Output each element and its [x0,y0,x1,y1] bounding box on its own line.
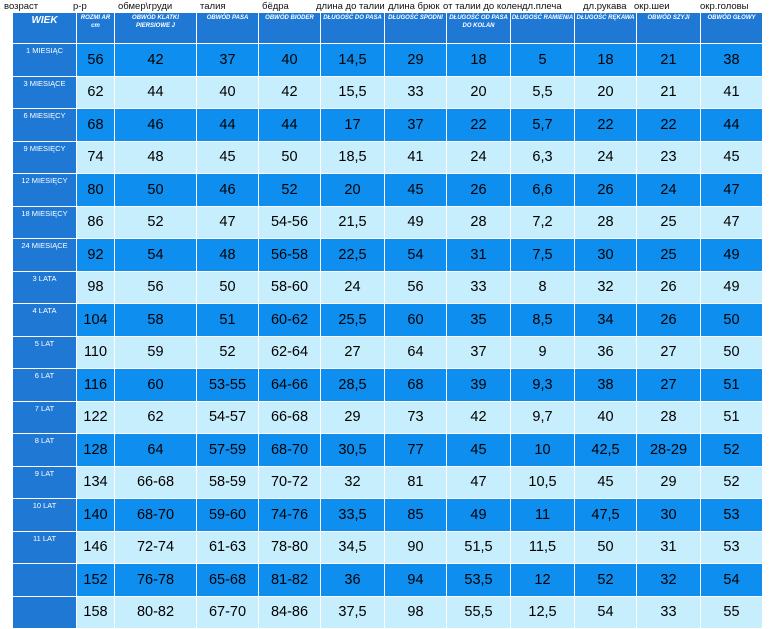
value-cell: 90 [385,532,447,565]
value-cell: 52 [115,207,197,240]
value-cell: 158 [77,597,115,629]
value-cell: 29 [385,44,447,77]
value-cell: 12,5 [511,597,575,629]
value-cell: 76-78 [115,564,197,597]
age-cell: 9 MIESIĘCY [13,142,77,175]
age-cell [13,564,77,597]
table-header [13,13,763,44]
value-cell: 80 [77,174,115,207]
value-cell: 68 [385,369,447,402]
value-cell: 10 [511,434,575,467]
value-cell: 52 [701,467,763,500]
value-cell: 64 [385,337,447,370]
age-cell: 8 LAT [13,434,77,467]
value-cell: 72-74 [115,532,197,565]
value-cell: 85 [385,499,447,532]
age-cell [13,597,77,629]
value-cell: 80-82 [115,597,197,629]
table-body [13,44,763,629]
value-cell: 15,5 [321,77,385,110]
age-cell: 6 MIESIĘCY [13,109,77,142]
value-cell: 47 [197,207,259,240]
value-cell: 47,5 [575,499,637,532]
value-cell: 48 [197,239,259,272]
value-cell: 55,5 [447,597,511,629]
size-chart-table [13,13,763,629]
table-row [13,174,763,207]
value-cell: 28-29 [637,434,701,467]
value-cell: 66-68 [259,402,321,435]
value-cell: 49 [385,207,447,240]
value-cell: 86 [77,207,115,240]
russian-header-label: окр.головы [700,0,749,13]
table-row [13,239,763,272]
value-cell: 24 [321,272,385,305]
value-cell: 25 [637,207,701,240]
table-row [13,44,763,77]
age-cell: 1 MIESIĄC [13,44,77,77]
value-cell: 9,3 [511,369,575,402]
russian-header-label: дл.рукава [583,0,627,13]
table-row [13,467,763,500]
russian-header-label: р-р [73,0,87,13]
value-cell: 64-66 [259,369,321,402]
value-cell: 60 [115,369,197,402]
value-cell: 74-76 [259,499,321,532]
value-cell: 27 [637,369,701,402]
value-cell: 59 [115,337,197,370]
value-cell: 44 [197,109,259,142]
value-cell: 56 [77,44,115,77]
value-cell: 31 [447,239,511,272]
column-header: ROZMI AR cm [77,13,115,44]
value-cell: 35 [447,304,511,337]
value-cell: 50 [575,532,637,565]
value-cell: 8 [511,272,575,305]
value-cell: 39 [447,369,511,402]
value-cell: 27 [637,337,701,370]
value-cell: 49 [701,239,763,272]
value-cell: 20 [447,77,511,110]
value-cell: 56 [385,272,447,305]
value-cell: 18 [447,44,511,77]
value-cell: 61-63 [197,532,259,565]
value-cell: 32 [321,467,385,500]
value-cell: 57-59 [197,434,259,467]
value-cell: 18,5 [321,142,385,175]
value-cell: 28,5 [321,369,385,402]
value-cell: 41 [701,77,763,110]
value-cell: 53-55 [197,369,259,402]
value-cell: 44 [115,77,197,110]
age-cell: 6 LAT [13,369,77,402]
value-cell: 52 [701,434,763,467]
value-cell: 22,5 [321,239,385,272]
value-cell: 146 [77,532,115,565]
value-cell: 45 [447,434,511,467]
table-row [13,337,763,370]
value-cell: 47 [701,174,763,207]
value-cell: 21 [637,44,701,77]
value-cell: 60-62 [259,304,321,337]
value-cell: 81-82 [259,564,321,597]
value-cell: 38 [575,369,637,402]
value-cell: 38 [701,44,763,77]
value-cell: 60 [385,304,447,337]
value-cell: 23 [637,142,701,175]
column-header: OBWÓD GŁOWY [701,13,763,44]
value-cell: 34 [575,304,637,337]
value-cell: 20 [321,174,385,207]
value-cell: 36 [321,564,385,597]
value-cell: 134 [77,467,115,500]
value-cell: 28 [575,207,637,240]
value-cell: 42,5 [575,434,637,467]
value-cell: 53 [701,499,763,532]
value-cell: 152 [77,564,115,597]
value-cell: 98 [385,597,447,629]
value-cell: 51 [197,304,259,337]
table-row [13,499,763,532]
table-row [13,597,763,629]
value-cell: 52 [259,174,321,207]
value-cell: 29 [321,402,385,435]
value-cell: 5 [511,44,575,77]
value-cell: 24 [447,142,511,175]
value-cell: 17 [321,109,385,142]
value-cell: 50 [701,337,763,370]
value-cell: 47 [447,467,511,500]
table-row [13,434,763,467]
value-cell: 11 [511,499,575,532]
value-cell: 62 [77,77,115,110]
value-cell: 98 [77,272,115,305]
value-cell: 74 [77,142,115,175]
value-cell: 26 [637,304,701,337]
value-cell: 70-72 [259,467,321,500]
value-cell: 62-64 [259,337,321,370]
value-cell: 81 [385,467,447,500]
value-cell: 51 [701,402,763,435]
value-cell: 28 [447,207,511,240]
russian-header-label: возраст [4,0,38,13]
table-row [13,109,763,142]
value-cell: 24 [637,174,701,207]
value-cell: 54-56 [259,207,321,240]
value-cell: 54 [701,564,763,597]
column-header: DŁUGOŚĆ RĘKAWA [575,13,637,44]
value-cell: 46 [115,109,197,142]
russian-header-label: талия [200,0,226,13]
russian-header-label: от талии до колен [443,0,522,13]
value-cell: 42 [259,77,321,110]
value-cell: 22 [575,109,637,142]
value-cell: 65-68 [197,564,259,597]
value-cell: 18 [575,44,637,77]
age-cell: 24 MIESIĄCE [13,239,77,272]
value-cell: 56 [115,272,197,305]
value-cell: 128 [77,434,115,467]
value-cell: 21,5 [321,207,385,240]
header-row [13,13,763,44]
russian-header-label: бёдра [262,0,289,13]
value-cell: 9,7 [511,402,575,435]
value-cell: 49 [701,272,763,305]
value-cell: 84-86 [259,597,321,629]
column-header: OBWÓD PASA [197,13,259,44]
value-cell: 44 [701,109,763,142]
value-cell: 54 [575,597,637,629]
age-cell: 9 LAT [13,467,77,500]
column-header: DŁUGOŚĆ SPODNI [385,13,447,44]
value-cell: 5,5 [511,77,575,110]
value-cell: 41 [385,142,447,175]
table-row [13,402,763,435]
value-cell: 54 [115,239,197,272]
value-cell: 33 [385,77,447,110]
age-cell: 5 LAT [13,337,77,370]
value-cell: 50 [701,304,763,337]
column-header: DŁUGOŚĆ RAMIENIA [511,13,575,44]
value-cell: 32 [575,272,637,305]
value-cell: 64 [115,434,197,467]
value-cell: 5,7 [511,109,575,142]
value-cell: 62 [115,402,197,435]
value-cell: 21 [637,77,701,110]
table-row [13,532,763,565]
value-cell: 59-60 [197,499,259,532]
value-cell: 53 [701,532,763,565]
value-cell: 6,3 [511,142,575,175]
value-cell: 14,5 [321,44,385,77]
column-header-age: WIEK [13,13,77,44]
age-cell: 18 MIESIĘCY [13,207,77,240]
age-cell: 12 MIESIĘCY [13,174,77,207]
value-cell: 22 [447,109,511,142]
value-cell: 51,5 [447,532,511,565]
value-cell: 37 [447,337,511,370]
value-cell: 40 [197,77,259,110]
value-cell: 45 [385,174,447,207]
value-cell: 56-58 [259,239,321,272]
column-header: DŁUGOŚĆ OD PASA DO KOLAN [447,13,511,44]
value-cell: 68 [77,109,115,142]
value-cell: 54 [385,239,447,272]
value-cell: 47 [701,207,763,240]
value-cell: 42 [115,44,197,77]
value-cell: 67-70 [197,597,259,629]
value-cell: 110 [77,337,115,370]
value-cell: 33 [447,272,511,305]
table-row [13,369,763,402]
russian-header-label: дл.плеча [522,0,562,13]
value-cell: 31 [637,532,701,565]
value-cell: 48 [115,142,197,175]
value-cell: 50 [197,272,259,305]
value-cell: 25 [637,239,701,272]
value-cell: 37 [197,44,259,77]
value-cell: 20 [575,77,637,110]
value-cell: 55 [701,597,763,629]
value-cell: 50 [259,142,321,175]
value-cell: 45 [197,142,259,175]
value-cell: 58-60 [259,272,321,305]
value-cell: 94 [385,564,447,597]
value-cell: 45 [575,467,637,500]
value-cell: 29 [637,467,701,500]
table-row [13,142,763,175]
value-cell: 10,5 [511,467,575,500]
value-cell: 78-80 [259,532,321,565]
column-header: OBWÓD KLATKI PIERSIOWE J [115,13,197,44]
value-cell: 9 [511,337,575,370]
table-row [13,564,763,597]
table-row [13,304,763,337]
value-cell: 53,5 [447,564,511,597]
value-cell: 24 [575,142,637,175]
age-cell: 7 LAT [13,402,77,435]
value-cell: 116 [77,369,115,402]
value-cell: 12 [511,564,575,597]
value-cell: 122 [77,402,115,435]
value-cell: 32 [637,564,701,597]
value-cell: 26 [447,174,511,207]
value-cell: 68-70 [259,434,321,467]
russian-header-label: длина брюк [388,0,440,13]
value-cell: 8,5 [511,304,575,337]
russian-header-label: длина до талии [316,0,385,13]
value-cell: 44 [259,109,321,142]
value-cell: 28 [637,402,701,435]
value-cell: 34,5 [321,532,385,565]
age-cell: 3 LATA [13,272,77,305]
value-cell: 37,5 [321,597,385,629]
russian-header-row [0,0,770,13]
value-cell: 7,2 [511,207,575,240]
value-cell: 52 [575,564,637,597]
value-cell: 6,6 [511,174,575,207]
column-header: OBWÓD SZYJI [637,13,701,44]
table-row [13,272,763,305]
value-cell: 7,5 [511,239,575,272]
age-cell: 4 LATA [13,304,77,337]
value-cell: 25,5 [321,304,385,337]
value-cell: 68-70 [115,499,197,532]
value-cell: 50 [115,174,197,207]
value-cell: 49 [447,499,511,532]
value-cell: 45 [701,142,763,175]
value-cell: 36 [575,337,637,370]
value-cell: 30 [637,499,701,532]
value-cell: 54-57 [197,402,259,435]
value-cell: 46 [197,174,259,207]
column-header: DŁUGOŚĆ DO PASA [321,13,385,44]
value-cell: 37 [385,109,447,142]
value-cell: 92 [77,239,115,272]
age-cell: 3 MIESIĄCE [13,77,77,110]
value-cell: 26 [575,174,637,207]
value-cell: 52 [197,337,259,370]
age-cell: 10 LAT [13,499,77,532]
value-cell: 66-68 [115,467,197,500]
value-cell: 30,5 [321,434,385,467]
table-row [13,207,763,240]
value-cell: 40 [259,44,321,77]
value-cell: 51 [701,369,763,402]
value-cell: 77 [385,434,447,467]
column-header: OBWÓD BIODER [259,13,321,44]
age-cell: 11 LAT [13,532,77,565]
value-cell: 26 [637,272,701,305]
value-cell: 27 [321,337,385,370]
value-cell: 22 [637,109,701,142]
value-cell: 33 [637,597,701,629]
russian-header-label: окр.шеи [634,0,670,13]
table-row [13,77,763,110]
value-cell: 58 [115,304,197,337]
value-cell: 58-59 [197,467,259,500]
value-cell: 73 [385,402,447,435]
russian-header-label: обмер\груди [118,0,172,13]
value-cell: 140 [77,499,115,532]
value-cell: 11,5 [511,532,575,565]
value-cell: 104 [77,304,115,337]
value-cell: 42 [447,402,511,435]
value-cell: 30 [575,239,637,272]
value-cell: 33,5 [321,499,385,532]
value-cell: 40 [575,402,637,435]
